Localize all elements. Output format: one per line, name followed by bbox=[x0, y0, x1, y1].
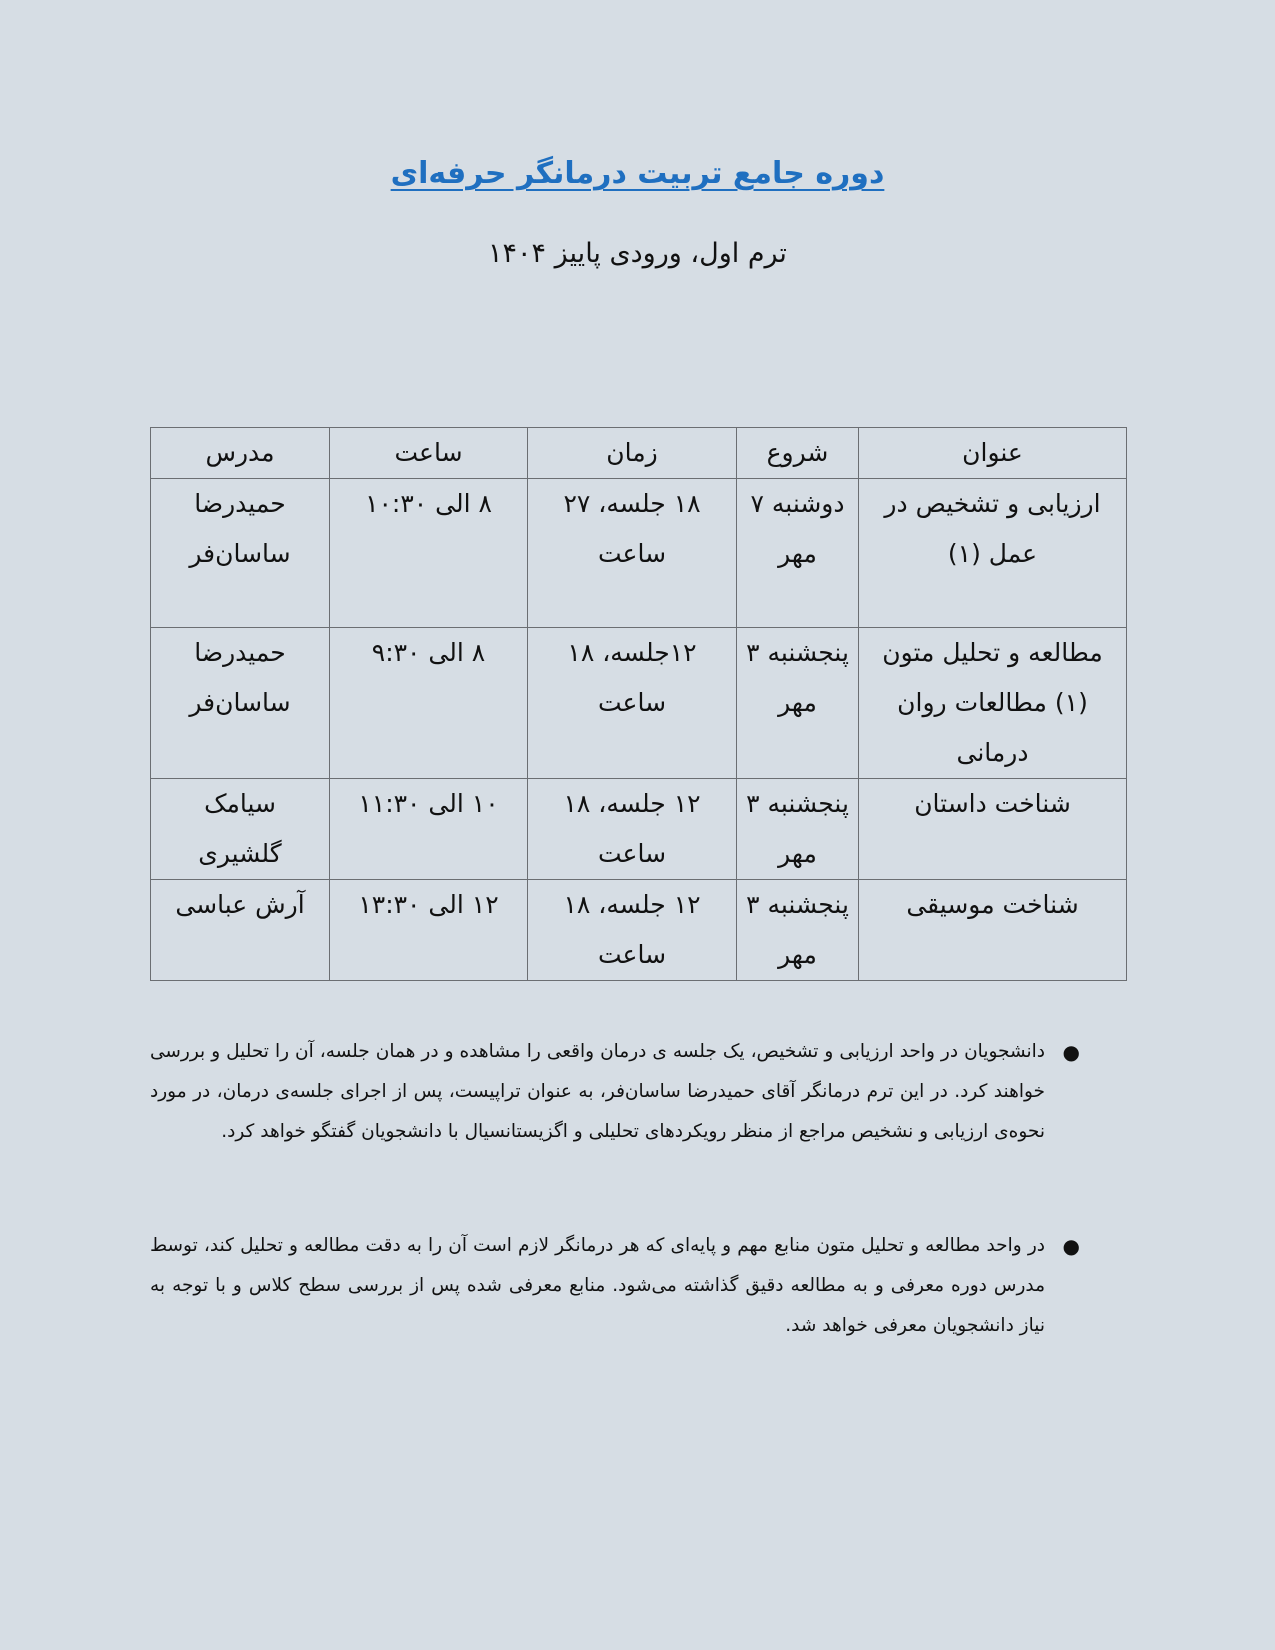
document-title bbox=[0, 152, 1275, 196]
bullet-icon: ● bbox=[1062, 1040, 1080, 1064]
table-row bbox=[151, 880, 1127, 981]
notes-list bbox=[150, 1032, 1080, 1152]
header-start: شروع bbox=[737, 428, 859, 479]
notes-list bbox=[150, 1226, 1080, 1346]
header-instructor: مدرس bbox=[151, 428, 330, 479]
cell-instructor: آرش عباسی bbox=[151, 880, 330, 981]
cell-hours: ۸ الی ۱۰:۳۰ bbox=[330, 479, 528, 628]
cell-title: مطالعه و تحلیل متون (۱) مطالعات روان درمانی bbox=[859, 628, 1127, 779]
cell-duration: ۱۲ جلسه، ۱۸ ساعت bbox=[528, 779, 737, 880]
cell-hours: ۸ الی ۹:۳۰ bbox=[330, 628, 528, 779]
header-hours: ساعت bbox=[330, 428, 528, 479]
table-row bbox=[151, 779, 1127, 880]
cell-start: دوشنبه ۷ مهر bbox=[737, 479, 859, 628]
note-text: در واحد مطالعه و تحلیل متون منابع مهم و پایه‌ای که هر درمانگر لازم است آن را به دقت مطالعه و تحلیل کند، توسط مدرس دوره معرفی و به مطالعه دقیق گذاشته می‌شود. منابع معرفی شده پس از بررسی سطح کلاس و با توجه به نیاز دانشجویان معرفی خواهد شد. bbox=[150, 1235, 1045, 1336]
cell-instructor: حمیدرضا ساسان‌فر bbox=[151, 628, 330, 779]
cell-start: پنجشنبه ۳ مهر bbox=[737, 628, 859, 779]
cell-duration: ۱۸ جلسه، ۲۷ ساعت bbox=[528, 479, 737, 628]
document-subtitle: ترم اول، ورودی پاییز ۱۴۰۴ bbox=[488, 238, 787, 269]
schedule-table bbox=[150, 427, 1127, 981]
cell-instructor: حمیدرضا ساسان‌فر bbox=[151, 479, 330, 628]
list-item bbox=[150, 1032, 1080, 1152]
cell-instructor: سیامک گلشیری bbox=[151, 779, 330, 880]
cell-hours: ۱۰ الی ۱۱:۳۰ bbox=[330, 779, 528, 880]
cell-title: ارزیابی و تشخیص در عمل (۱) bbox=[859, 479, 1127, 628]
cell-title: شناخت موسیقی bbox=[859, 880, 1127, 981]
note-text: دانشجویان در واحد ارزیابی و تشخیص، یک جلسه ی درمان واقعی را مشاهده و در همان جلسه، آن را تحلیل و بررسی خواهند کرد. در این ترم درمانگر آقای حمیدرضا ساسان‌فر، به عنوان تراپیست، پس از اجرای جلسه‌ی درمان، در مورد نحوه‌ی ارزیابی و نشخیص مراجع از منظر رویکردهای تحلیلی و اگزیستانسیال با دانشجویان گفتگو خواهد کرد. bbox=[150, 1041, 1045, 1142]
table-header-row bbox=[151, 428, 1127, 479]
table-row bbox=[151, 628, 1127, 779]
cell-duration: ۱۲جلسه، ۱۸ ساعت bbox=[528, 628, 737, 779]
cell-start: پنجشنبه ۳ مهر bbox=[737, 779, 859, 880]
cell-title: شناخت داستان bbox=[859, 779, 1127, 880]
cell-start: پنجشنبه ۳ مهر bbox=[737, 880, 859, 981]
document-title-text: دوره جامع تربیت درمانگر حرفه‌ای bbox=[390, 156, 885, 191]
bullet-icon: ● bbox=[1062, 1234, 1080, 1258]
list-item bbox=[150, 1226, 1080, 1346]
header-duration: زمان bbox=[528, 428, 737, 479]
header-title: عنوان bbox=[859, 428, 1127, 479]
cell-hours: ۱۲ الی ۱۳:۳۰ bbox=[330, 880, 528, 981]
table-row bbox=[151, 479, 1127, 628]
cell-duration: ۱۲ جلسه، ۱۸ ساعت bbox=[528, 880, 737, 981]
